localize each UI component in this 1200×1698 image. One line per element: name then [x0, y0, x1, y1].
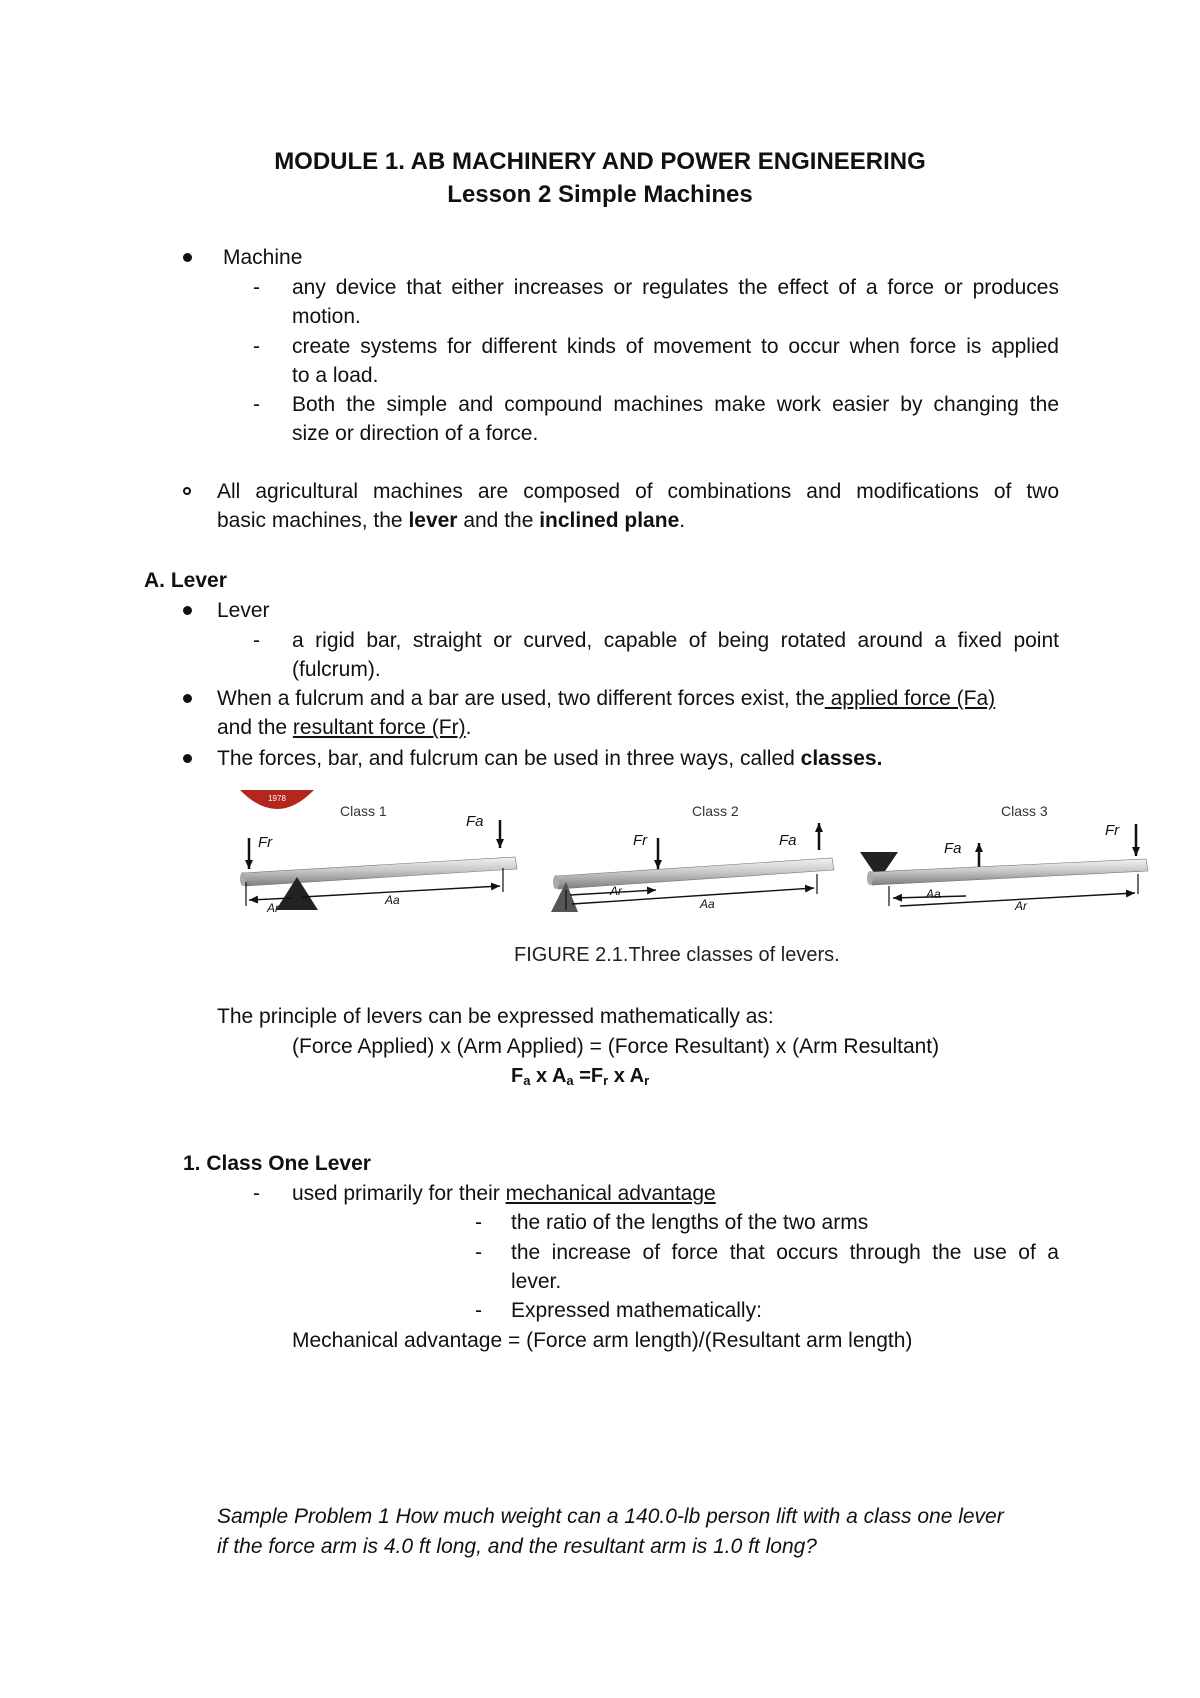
class2-label: Class 2	[692, 803, 739, 819]
mechanical-advantage-formula: Mechanical advantage = (Force arm length)/(Resultant arm length)	[292, 1329, 913, 1352]
bullet-dot	[183, 754, 192, 763]
class-one-point: used primarily for their mechanical advantage	[292, 1182, 716, 1205]
class3-bar	[867, 859, 1148, 885]
machine-def3-line2: size or direction of a force.	[292, 422, 539, 445]
class1-bar	[240, 857, 517, 886]
dash-marker: -	[253, 629, 260, 652]
class3-aa-label: Aa	[926, 887, 941, 901]
lever-bullet: Lever	[217, 599, 270, 622]
lever-formula: $F_a$ x $A_a =F_r$ x $A_r$	[511, 1065, 650, 1088]
machine-def2-line1: create systems for different kinds of movement to occur when force is applied	[292, 335, 1059, 358]
class2-ar-label: Ar	[610, 884, 622, 898]
class1-label: Class 1	[340, 803, 387, 819]
class2-aa-label: Aa	[700, 897, 715, 911]
class1-ar-label: Ar	[267, 901, 279, 915]
bullet-ring	[183, 487, 191, 495]
agri-line1: All agricultural machines are composed of combinations and modifications of two	[217, 480, 1059, 503]
principle-intro: The principle of levers can be expressed mathematically as:	[217, 1005, 774, 1028]
class2-fa-label: Fa	[779, 832, 797, 849]
class1-fr-label: Fr	[258, 834, 273, 851]
dash-marker: -	[475, 1211, 482, 1234]
dash-marker: -	[475, 1241, 482, 1264]
term-lever: lever	[408, 509, 458, 532]
mechanical-advantage-term: mechanical advantage	[505, 1182, 716, 1205]
figure-caption: FIGURE 2.1.Three classes of levers.	[514, 944, 840, 966]
class-one-sub2-line1: the increase of force that occurs through the use of a	[511, 1241, 1059, 1264]
class3-ar-label: Ar	[1015, 899, 1027, 913]
principle-equation: (Force Applied) x (Arm Applied) = (Force Resultant) x (Arm Resultant)	[292, 1035, 940, 1058]
forces-line2: and the resultant force (Fr).	[217, 716, 472, 739]
bullet-dot	[183, 606, 192, 615]
class-one-sub1: the ratio of the lengths of the two arms	[511, 1211, 869, 1234]
bullet-dot	[183, 694, 192, 703]
dash-marker: -	[253, 276, 260, 299]
machine-def3-line1: Both the simple and compound machines make work easier by changing the	[292, 393, 1059, 416]
section-heading-lever: A. Lever	[144, 569, 227, 592]
dash-marker: -	[253, 335, 260, 358]
lever-def-line1: a rigid bar, straight or curved, capable of being rotated around a fixed point	[292, 629, 1059, 652]
machine-def2-line2: to a load.	[292, 364, 379, 387]
class3-fa-label: Fa	[944, 840, 962, 857]
term-classes: classes.	[800, 747, 883, 770]
dash-marker: -	[475, 1299, 482, 1322]
applied-force-term: applied force (Fa)	[824, 687, 996, 710]
agri-line2: basic machines, the lever and the inclined plane.	[217, 509, 686, 532]
class1-fa-label: Fa	[466, 813, 484, 830]
seal-logo	[240, 790, 314, 809]
classes-line: The forces, bar, and fulcrum can be used in three ways, called classes.	[217, 747, 883, 770]
dash-marker: -	[253, 1182, 260, 1205]
resultant-force-term: resultant force (Fr)	[292, 716, 466, 739]
machine-heading: Machine	[223, 246, 303, 269]
forces-line1: When a fulcrum and a bar are used, two different forces exist, the applied force (Fa)	[217, 687, 996, 710]
dash-marker: -	[253, 393, 260, 416]
class-one-heading: 1. Class One Lever	[183, 1152, 371, 1175]
machine-def1-line1: any device that either increases or regulates the effect of a force or produces	[292, 276, 1059, 299]
machine-def1-line2: motion.	[292, 305, 361, 328]
sample-problem-line1: Sample Problem 1 How much weight can a 140.0-lb person lift with a class one lever	[217, 1505, 1004, 1528]
class3-fr-label: Fr	[1105, 822, 1120, 839]
class-one-sub3: Expressed mathematically:	[511, 1299, 762, 1322]
module-title: MODULE 1. AB MACHINERY AND POWER ENGINEERING	[274, 148, 926, 175]
class-one-sub2-line2: lever.	[511, 1270, 562, 1293]
svg-text:1978: 1978	[268, 794, 286, 803]
sample-problem-line2: if the force arm is 4.0 ft long, and the resultant arm is 1.0 ft long?	[217, 1535, 817, 1558]
class2-fr-label: Fr	[633, 832, 648, 849]
class2-bar	[553, 858, 834, 889]
class1-aa-label: Aa	[385, 893, 400, 907]
lever-def-line2: (fulcrum).	[292, 658, 381, 681]
bullet-dot	[183, 253, 192, 262]
lesson-title: Lesson 2 Simple Machines	[447, 181, 753, 208]
term-inclined-plane: inclined plane	[539, 509, 680, 532]
class3-label: Class 3	[1001, 803, 1048, 819]
